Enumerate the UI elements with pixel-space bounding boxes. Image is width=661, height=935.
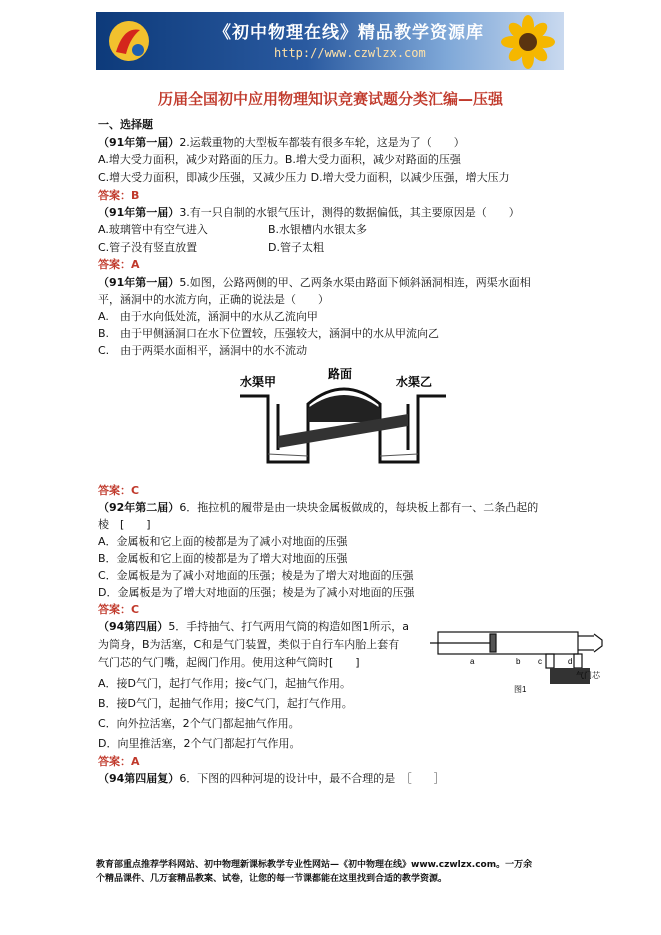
question-2 <box>98 206 520 220</box>
question-5-option-b: B．接D气门，起抽气作用；接C气门，起打气作用。 <box>98 697 353 710</box>
page-title: 历届全国初中应用物理知识竞赛试题分类汇编—压强 <box>157 90 503 108</box>
question-3-text-cont: 平，涵洞中的水流方向，正确的说法是（ ） <box>98 293 329 306</box>
question-3-tag: （91年第一届） <box>98 276 180 289</box>
question-6-tag: （94第四届复） <box>98 772 180 785</box>
question-5-option-d: D．向里推活塞，2个气门都起打气作用。 <box>98 737 301 750</box>
question-1-text: 2.运载重物的大型板车都装有很多车轮，这是为了（ ） <box>179 136 465 149</box>
question-5-option-c: C．向外拉活塞，2个气门都起抽气作用。 <box>98 717 300 730</box>
question-2-option-c: C.管子没有竖直放置 <box>98 241 198 254</box>
question-6-text: 6．下图的四种河堤的设计中，最不合理的是 ［ ］ <box>179 772 445 785</box>
question-5-answer: 答案：A <box>98 755 140 768</box>
question-3 <box>98 276 531 290</box>
question-2-answer: 答案：A <box>98 258 140 271</box>
sunflower-icon <box>488 14 558 70</box>
footer-line-1: 教育部重点推荐学科网站、初中物理新课标教学专业性网站—《初中物理在线》www.czwlzx.com。一万余 <box>96 860 533 870</box>
question-4-option-c: C．金属板是为了减小对地面的压强；棱是为了增大对地面的压强 <box>98 569 414 582</box>
header-banner <box>96 12 564 70</box>
fig-label-mid: 路面 <box>328 367 353 381</box>
fig-label-a: a <box>470 657 475 666</box>
question-4-text-cont: 棱 [ ] <box>98 518 151 531</box>
question-1-options-cd: C.增大受力面积，即减少压强，又减少压力 D.增大受力面积，以减少压强，增大压力 <box>98 171 510 184</box>
fig-label-valve: 气门芯 <box>576 671 600 680</box>
site-logo-icon <box>106 18 152 64</box>
question-1-options-ab: A.增大受力面积，减少对路面的压力。B.增大受力面积，减少对路面的压强 <box>98 153 461 166</box>
fig-label-c: c <box>538 657 542 666</box>
question-2-tag: （91年第一届） <box>98 206 180 219</box>
question-2-option-d: D.管子太粗 <box>268 241 324 254</box>
question-2-text: 3.有一只自制的水银气压计，测得的数据偏低，其主要原因是（ ） <box>179 206 520 219</box>
question-4 <box>98 501 538 515</box>
question-5 <box>98 620 409 634</box>
question-3-option-c: C. 由于两渠水面相平，涵洞中的水不流动 <box>98 344 308 357</box>
question-6 <box>98 772 445 786</box>
question-5-text: 5．手持抽气、打气两用气筒的构造如图1所示，a <box>168 620 410 633</box>
footer-line-2: 个精品课件、几万套精品教案、试卷，让您的每一节课都能在这里找到合适的教学资源。 <box>96 874 448 884</box>
fig-label-right: 水渠乙 <box>396 375 433 389</box>
fig-caption: 图1 <box>514 685 527 694</box>
question-4-text: 6．拖拉机的履带是由一块块金属板做成的，每块板上都有一、二条凸起的 <box>179 501 539 514</box>
question-3-option-b: B. 由于甲侧涵洞口在水下位置较，压强较大，涵洞中的水从甲流向乙 <box>98 327 440 340</box>
footer-note <box>96 858 586 886</box>
question-3-answer: 答案：C <box>98 484 140 497</box>
section-heading: 一、选择题 <box>98 118 153 131</box>
question-2-option-a: A.玻璃管中有空气进入 <box>98 223 208 236</box>
question-5-text-cont: 为筒身，B为活塞，C和是气门装置，类似于自行车内胎上套有 <box>98 638 400 651</box>
question-4-option-a: A．金属板和它上面的棱都是为了减小对地面的压强 <box>98 535 348 548</box>
culvert-figure <box>238 364 450 470</box>
question-4-tag: （92年第二届） <box>98 501 180 514</box>
question-5-option-a: A．接D气门，起打气作用；接c气门，起抽气作用。 <box>98 677 352 690</box>
question-1 <box>98 136 465 150</box>
question-3-option-a: A. 由于水向低处流，涵洞中的水从乙流向甲 <box>98 310 318 323</box>
fig-label-b: b <box>516 657 521 666</box>
question-5-text-cont2: 气门芯的气门嘴，起阀门作用。使用这种气筒时[ ] <box>98 656 360 669</box>
banner-url[interactable]: http://www.czwlzx.com <box>274 46 426 60</box>
pump-figure <box>430 612 606 696</box>
question-2-option-b: B.水银槽内水银太多 <box>268 223 368 236</box>
fig-label-left: 水渠甲 <box>240 375 277 389</box>
banner-title: 《初中物理在线》精品教学资源库 <box>214 23 484 43</box>
question-4-answer: 答案：C <box>98 603 140 616</box>
question-1-tag: （91年第一届） <box>98 136 180 149</box>
question-1-answer: 答案：B <box>98 189 140 202</box>
question-5-tag: （94第四届） <box>98 620 169 633</box>
fig-label-d: d <box>568 657 573 666</box>
question-4-option-d: D．金属板是为了增大对地面的压强；棱是为了减小对地面的压强 <box>98 586 415 599</box>
question-3-text: 5.如图，公路两侧的甲、乙两条水渠由路面下倾斜涵洞相连，两渠水面相 <box>179 276 531 289</box>
question-4-option-b: B．金属板和它上面的棱都是为了增大对地面的压强 <box>98 552 348 565</box>
